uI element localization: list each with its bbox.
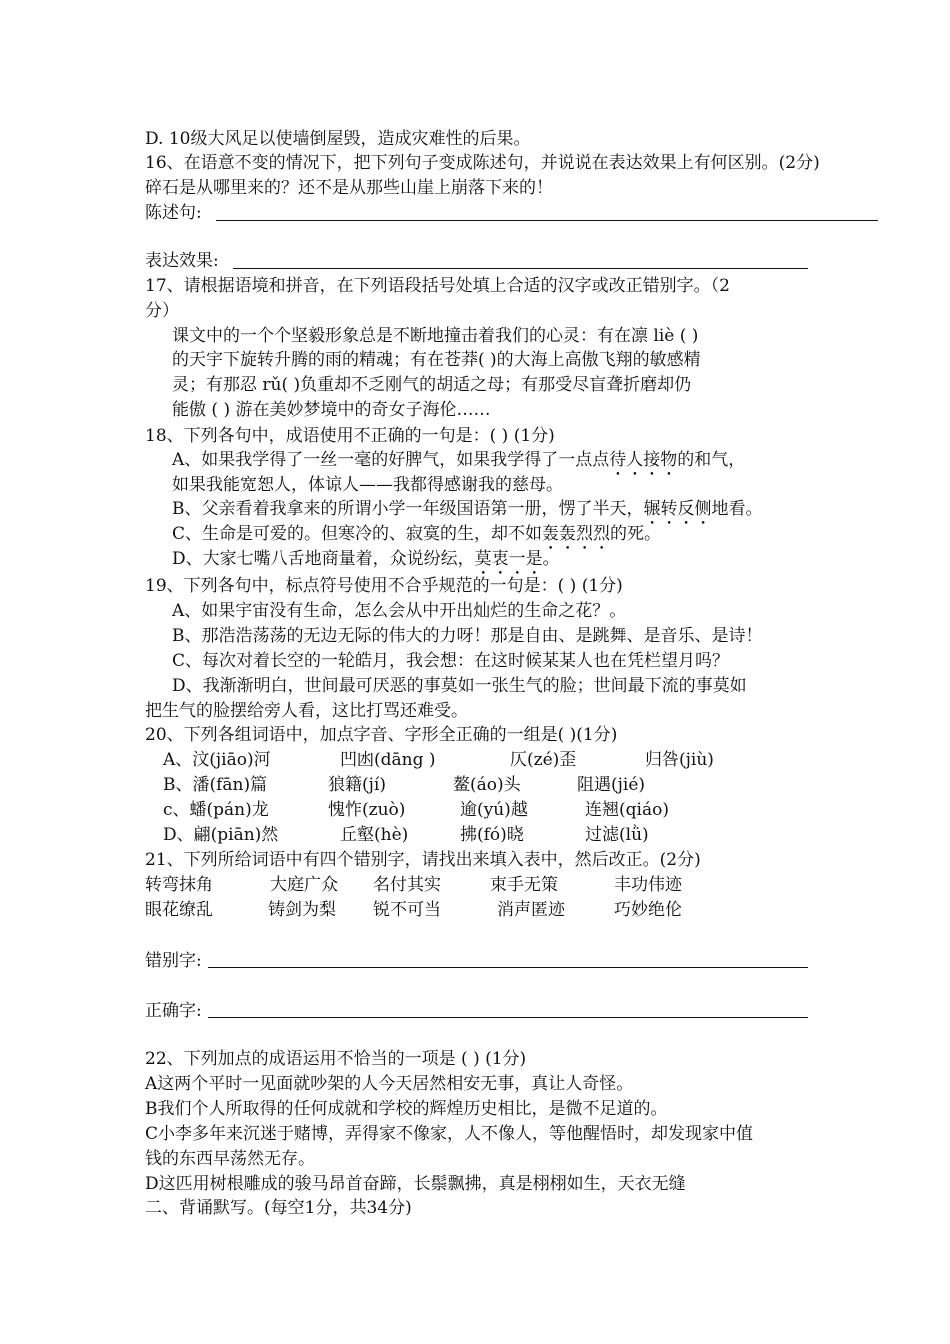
section-2-heading: 二、背诵默写。(每空1分，共34分): [145, 1198, 412, 1218]
q20-option-d-2: 丘壑(hè): [340, 825, 409, 845]
q17-passage-line-3: 灵；有那忍 rǔ( )负重却不乏刚气的胡适之母；有那受尽盲聋折磨却仍: [172, 375, 692, 395]
q16-effect-label: 表达效果:: [145, 251, 219, 271]
q15-option-d: D. 10级大风足以使墙倒屋毁，造成灾难性的后果。: [145, 129, 531, 149]
q16-declarative-answer-line[interactable]: [216, 220, 878, 221]
q22-option-b: B我们个人所取得的任何成就和学校的辉煌历史相比，是微不足道的。: [145, 1099, 668, 1119]
q20-option-c-1: c、蟠(pán)龙: [163, 800, 269, 820]
q16-stem: 16、在语意不变的情况下，把下列句子变成陈述句，并说说在表达效果上有何区别。(2分): [145, 153, 820, 173]
q18-dotted-idiom-c: 轰轰烈烈: [542, 524, 611, 544]
q18-stem: 18、下列各句中，成语使用不正确的一句是：( ) (1分): [145, 426, 555, 446]
q20-option-a-4: 归咎(jiù): [645, 750, 714, 770]
q21-stem: 21、下列所给词语中有四个错别字，请找出来填入表中，然后改正。(2分): [145, 850, 701, 870]
q17-stem-cont: 分）: [145, 301, 179, 321]
q20-option-b-1: B、潘(fān)篇: [163, 775, 268, 795]
q21-word: 锐不可当: [373, 900, 441, 920]
q22-stem: 22、下列加点的成语运用不恰当的一项是 ( ) (1分): [145, 1049, 527, 1069]
q21-wrong-label: 错别字:: [145, 951, 202, 971]
q22-option-c: C小李多年来沉迷于赌博，弄得家不像家，人不像人，等他醒悟时，却发现家中值: [145, 1124, 754, 1144]
q19-option-d: D、我渐渐明白，世间最可厌恶的事莫如一张生气的脸；世间最下流的事莫如: [172, 676, 747, 696]
q21-word: 眼花缭乱: [145, 900, 213, 920]
q21-word: 大庭广众: [270, 875, 338, 895]
q20-option-b-2: 狼籍(jí): [328, 775, 386, 795]
q20-option-b-4: 阻遇(jié): [577, 775, 646, 795]
q18-option-d: D、大家七嘴八舌地商量着，众说纷纭，莫衷一是。: [172, 549, 560, 569]
q17-passage-line-1: 课文中的一个个坚毅形象总是不断地撞击着我们的心灵：有在凛 liè ( ): [172, 326, 699, 346]
q21-word: 消声匿迹: [497, 900, 565, 920]
q18-option-c: C、生命是可爱的。但寒冷的、寂寞的生，却不如轰轰烈烈的死。: [172, 524, 662, 544]
q20-option-d-1: D、翩(piān)然: [163, 825, 279, 845]
q19-option-a: A、如果宇宙没有生命，怎么会从中开出灿烂的生命之花？。: [172, 601, 627, 621]
q18-option-a: A、如果我学得了一丝一毫的好脾气，如果我学得了一点点待人接物的和气，: [172, 450, 746, 470]
q18-dotted-idiom-b: 辗转反侧: [643, 499, 712, 519]
q20-stem: 20、下列各组词语中，加点字音、字形全正确的一组是( )(1分): [145, 725, 618, 745]
q21-word: 名付其实: [373, 875, 441, 895]
q18-option-a-cont: 如果我能宽恕人，体谅人——我都得感谢我的慈母。: [172, 475, 563, 495]
q16-effect-answer-line[interactable]: [233, 268, 808, 269]
q21-right-label: 正确字:: [145, 1001, 202, 1021]
q19-option-c: C、每次对着长空的一轮皓月，我会想：在这时候某某人也在凭栏望月吗？: [172, 651, 730, 671]
q21-word: 转弯抹角: [145, 875, 213, 895]
q21-word: 巧妙绝伦: [614, 900, 682, 920]
q20-option-b-3: 鳌(áo)头: [453, 775, 521, 795]
q20-option-a-3: 仄(zé)歪: [510, 750, 577, 770]
q21-word: 束手无策: [490, 875, 558, 895]
q21-wrong-answer-line[interactable]: [208, 967, 808, 968]
q22-option-c-cont: 钱的东西早荡然无存。: [145, 1149, 315, 1169]
q16-sentence: 碎石是从哪里来的？还不是从那些山崖上崩落下来的！: [145, 178, 553, 198]
q21-right-answer-line[interactable]: [208, 1017, 808, 1018]
q19-option-b: B、那浩浩荡荡的无边无际的伟大的力呀！那是自由、是跳舞、是音乐、是诗！: [172, 626, 763, 646]
q17-passage-line-2: 的天宇下旋转升腾的雨的精魂；有在苍莽( )的大海上高傲飞翔的敏感精: [172, 350, 701, 370]
q16-declarative-label: 陈述句:: [145, 203, 202, 223]
q22-option-d: D这匹用树根雕成的骏马昂首奋蹄，长鬃飘拂，真是栩栩如生，天衣无缝: [145, 1174, 686, 1194]
q18-option-b: B、父亲看着我拿来的所谓小学一年级国语第一册，愣了半天，辗转反侧地看。: [172, 499, 763, 519]
q20-option-a-1: A、汶(jiāo)河: [163, 750, 271, 770]
q18-dotted-idiom-d: 莫衷一是: [474, 549, 543, 569]
q19-option-d-cont: 把生气的脸摆给旁人看，这比打骂还难受。: [145, 701, 468, 721]
q19-stem: 19、下列各句中，标点符号使用不合乎规范的一句是：( ) (1分): [145, 576, 623, 596]
q20-option-c-2: 愧怍(zuò): [328, 800, 406, 820]
q21-word: 铸剑为梨: [268, 900, 336, 920]
q20-option-c-3: 逾(yú)越: [460, 800, 528, 820]
q21-word: 丰功伟迹: [614, 875, 682, 895]
q20-option-d-4: 过滤(lǜ): [585, 825, 649, 845]
q20-option-a-2: 凹凼(dāng ): [340, 750, 436, 770]
q18-dotted-idiom-a: 待人接物: [609, 450, 678, 470]
q20-option-d-3: 拂(fó)晓: [460, 825, 524, 845]
q20-option-c-4: 连翘(qiáo): [585, 800, 669, 820]
q17-stem: 17、请根据语境和拼音，在下列语段括号处填上合适的汉字或改正错别字。（2: [145, 276, 730, 296]
q17-passage-line-4: 能傲 ( ) 游在美妙梦境中的奇女子海伦……: [172, 400, 491, 420]
q22-option-a: A这两个平时一见面就吵架的人今天居然相安无事，真让人奇怪。: [145, 1074, 634, 1094]
